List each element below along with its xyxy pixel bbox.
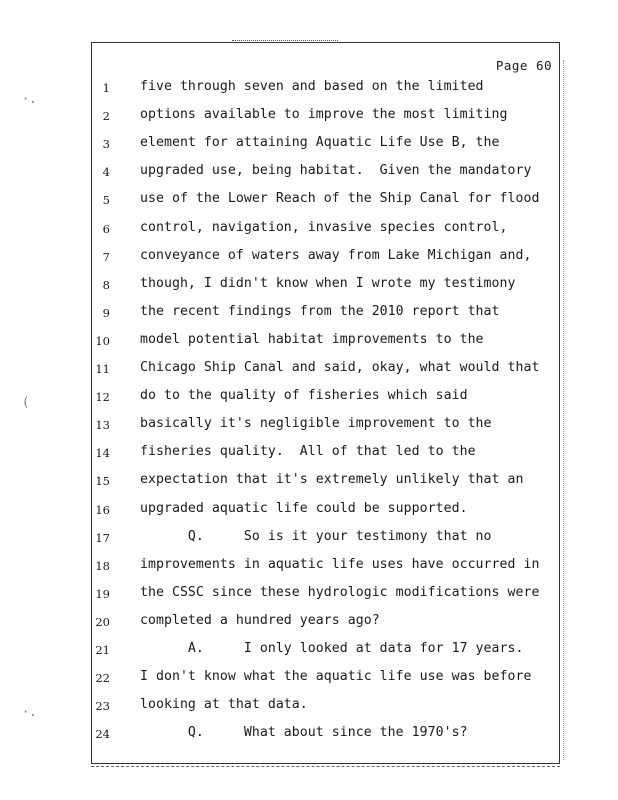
- transcript-line: control, navigation, invasive species control,: [140, 219, 508, 235]
- transcript-line: improvements in aquatic life uses have occurred in: [140, 556, 540, 572]
- line-number: 17: [95, 530, 110, 545]
- line-number: 2: [102, 109, 110, 124]
- line-number: 10: [95, 333, 110, 348]
- transcript-line: though, I didn't know when I wrote my testimony: [140, 275, 516, 291]
- line-number: 24: [95, 727, 110, 742]
- line-number: 11: [95, 362, 110, 376]
- line-number: 8: [102, 277, 110, 292]
- line-number: 5: [102, 193, 110, 208]
- line-number: 19: [95, 586, 110, 601]
- line-number: 18: [95, 558, 110, 573]
- transcript-line: I don't know what the aquatic life use was before: [140, 669, 532, 685]
- transcript-line: upgraded use, being habitat. Given the mandatory: [140, 163, 532, 179]
- line-number: 15: [95, 474, 110, 489]
- transcript-line: the recent findings from the 2010 report that: [140, 303, 500, 319]
- transcript-line: basically it's negligible improvement to the: [140, 416, 492, 432]
- transcript-line: options available to improve the most limiting: [140, 107, 508, 123]
- line-number: 9: [102, 305, 110, 320]
- line-number: 13: [95, 418, 110, 433]
- transcript-line: model potential habitat improvements to the: [140, 331, 484, 347]
- line-number: 12: [95, 390, 110, 405]
- transcript-line: expectation that it's extremely unlikely that an: [140, 472, 524, 488]
- transcript-line: five through seven and based on the limited: [140, 79, 484, 94]
- page-number: Page 60: [495, 58, 552, 73]
- line-number: 4: [102, 165, 110, 180]
- line-number: 7: [102, 249, 110, 264]
- right-margin-ticks: [563, 60, 570, 760]
- bottom-scan-line: [91, 766, 560, 768]
- line-number: 21: [95, 643, 110, 657]
- left-margin-mark: ·.: [22, 92, 37, 106]
- transcript-line: element for attaining Aquatic Life Use B, the: [140, 135, 500, 151]
- line-number: 20: [95, 614, 110, 629]
- line-number: 1: [102, 81, 110, 95]
- line-number: 22: [95, 671, 110, 686]
- transcript-line: conveyance of waters away from Lake Michigan and,: [140, 247, 532, 263]
- line-number: 6: [102, 221, 110, 236]
- transcript-line: Chicago Ship Canal and said, okay, what would that: [140, 360, 540, 375]
- transcript-line: fisheries quality. All of that led to the: [140, 444, 476, 460]
- left-margin-mark: (: [22, 395, 30, 409]
- transcript-line: looking at that data.: [140, 697, 308, 713]
- line-number: 23: [95, 699, 110, 714]
- left-margin-mark: ·.: [22, 705, 37, 719]
- line-number: 3: [102, 137, 110, 152]
- transcript-line: the CSSC since these hydrologic modifications were: [140, 584, 540, 600]
- transcript-line: do to the quality of fisheries which said: [140, 388, 468, 404]
- transcript-line: A. I only looked at data for 17 years.: [140, 641, 524, 656]
- transcript-line: completed a hundred years ago?: [140, 612, 380, 628]
- transcript-line: Q. So is it your testimony that no: [140, 528, 492, 544]
- transcript-line: Q. What about since the 1970's?: [140, 725, 468, 741]
- line-number: 14: [95, 446, 110, 461]
- transcript-line: use of the Lower Reach of the Ship Canal for flood: [140, 191, 540, 207]
- line-number: 16: [95, 502, 110, 517]
- transcript-line: upgraded aquatic life could be supported.: [140, 500, 468, 516]
